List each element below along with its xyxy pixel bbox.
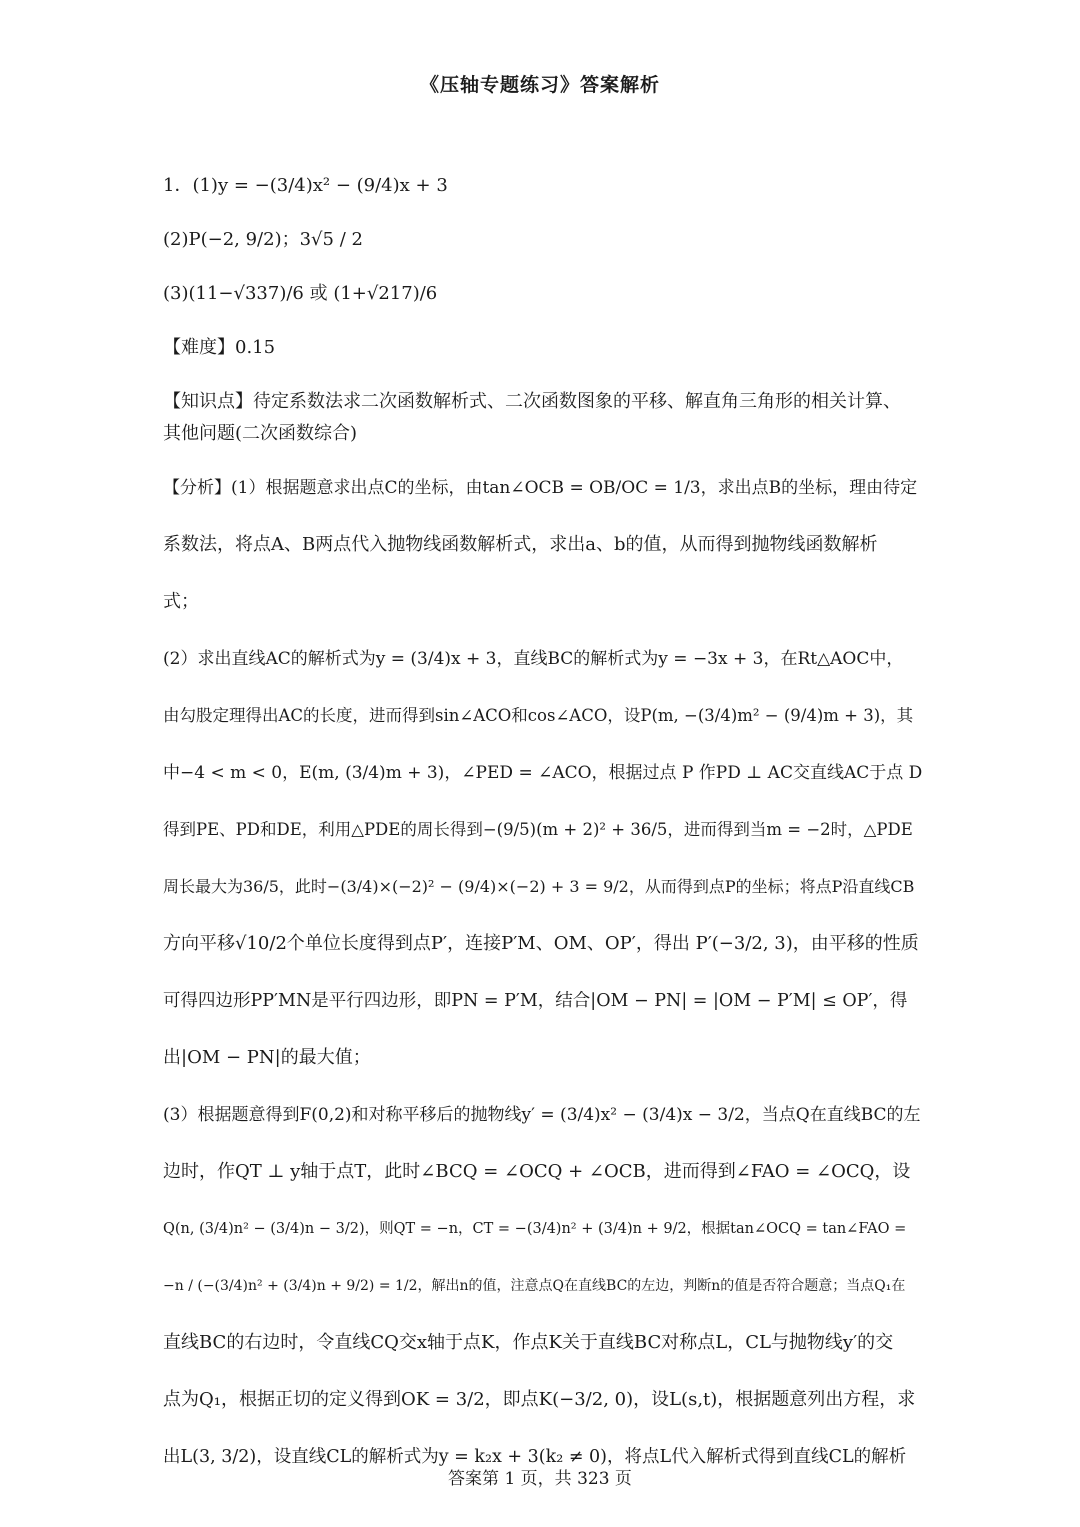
analysis-line: 出L(3, 3/2)，设直线CL的解析式为y = k₂x + 3(k₂ ≠ 0)，将点L代入解析式得到直线CL的解析 [163, 1447, 907, 1467]
analysis-line: (2）求出直线AC的解析式为y = (3/4)x + 3，直线BC的解析式为y = −3x + 3，在Rt△AOC中， [163, 649, 904, 669]
analysis-part-1 [163, 472, 923, 618]
page-footer: 答案第 1 页，共 323 页 [448, 1469, 632, 1489]
analysis-line: (3）根据题意得到F(0,2)和对称平移后的抛物线y′ = (3/4)x² − (3/4)x − 3/2，当点Q在直线BC的左 [163, 1105, 921, 1125]
analysis-line: 由勾股定理得出AC的长度，进而得到sin∠ACO和cos∠ACO，设P(m, −(3/4)m² − (9/4)m + 3)，其 [163, 706, 914, 725]
analysis-line: 直线BC的右边时，令直线CQ交x轴于点K，作点K关于直线BC对称点L，CL与抛物线y′的交 [163, 1332, 894, 1353]
answer-line: (3)(11−√337)/6 或 (1+√217)/6 [163, 283, 438, 304]
analysis-line: Q(n, (3/4)n² − (3/4)n − 3/2)，则QT = −n，CT = −(3/4)n² + (3/4)n + 9/2，根据tan∠OCQ = tan∠FAO = [163, 1221, 907, 1237]
analysis-line: 可得四边形PP′MN是平行四边形，即PN = P′M，结合|OM − PN| = |OM − P′M| ≤ OP′，得 [163, 991, 908, 1011]
answer-section [163, 170, 923, 310]
analysis-line: 式； [163, 591, 199, 612]
analysis-line: −n / (−(3/4)n² + (3/4)n + 9/2) = 1/2，解出n的值，注意点Q在直线BC的左边，判断n的值是否符合题意；当点Q₁在 [163, 1278, 906, 1294]
analysis-line: 中−4 < m < 0，E(m, (3/4)m + 3)，∠PED = ∠ACO，根据过点 P 作PD ⊥ AC交直线AC于点 D [163, 763, 923, 783]
analysis-line: 得到PE、PD和DE，利用△PDE的周长得到−(9/5)(m + 2)² + 36/5，进而得到当m = −2时，△PDE [163, 820, 913, 839]
analysis-part-3 [163, 1099, 923, 1473]
analysis-part-2 [163, 643, 923, 1074]
answer-line: 1．(1)y = −(3/4)x² − (9/4)x + 3 [163, 175, 448, 196]
page-title: 《压轴专题练习》答案解析 [419, 74, 660, 96]
analysis-line: 周长最大为36/5，此时−(3/4)×(−2)² − (9/4)×(−2) + 3 = 9/2，从而得到点P的坐标；将点P沿直线CB [163, 877, 915, 896]
knowledge-line: 【知识点】待定系数法求二次函数解析式、二次函数图象的平移、解直角三角形的相关计算、 [163, 391, 901, 412]
difficulty-line: 【难度】0.15 [163, 337, 276, 358]
analysis-line: 【分析】(1）根据题意求出点C的坐标，由tan∠OCB = OB/OC = 1/3，求出点B的坐标，理由待定 [163, 478, 918, 498]
knowledge-line: 其他问题(二次函数综合) [163, 423, 358, 444]
analysis-line: 出|OM − PN|的最大值； [163, 1047, 371, 1068]
answer-line: (2)P(−2, 9/2)；3√5 / 2 [163, 229, 363, 250]
meta-section [163, 332, 923, 450]
analysis-line: 点为Q₁，根据正切的定义得到OK = 3/2，即点K(−3/2, 0)，设L(s,t)，根据题意列出方程，求 [163, 1389, 916, 1410]
analysis-line: 方向平移√10/2个单位长度得到点P′，连接P′M、OM、OP′，得出 P′(−3/2, 3)，由平移的性质 [163, 933, 919, 954]
analysis-line: 系数法，将点A、B两点代入抛物线函数解析式，求出a、b的值，从而得到抛物线函数解析 [163, 534, 878, 555]
analysis-line: 边时，作QT ⊥ y轴于点T，此时∠BCQ = ∠OCQ + ∠OCB，进而得到∠FAO = ∠OCQ，设 [163, 1161, 911, 1182]
document-body [163, 170, 923, 1498]
